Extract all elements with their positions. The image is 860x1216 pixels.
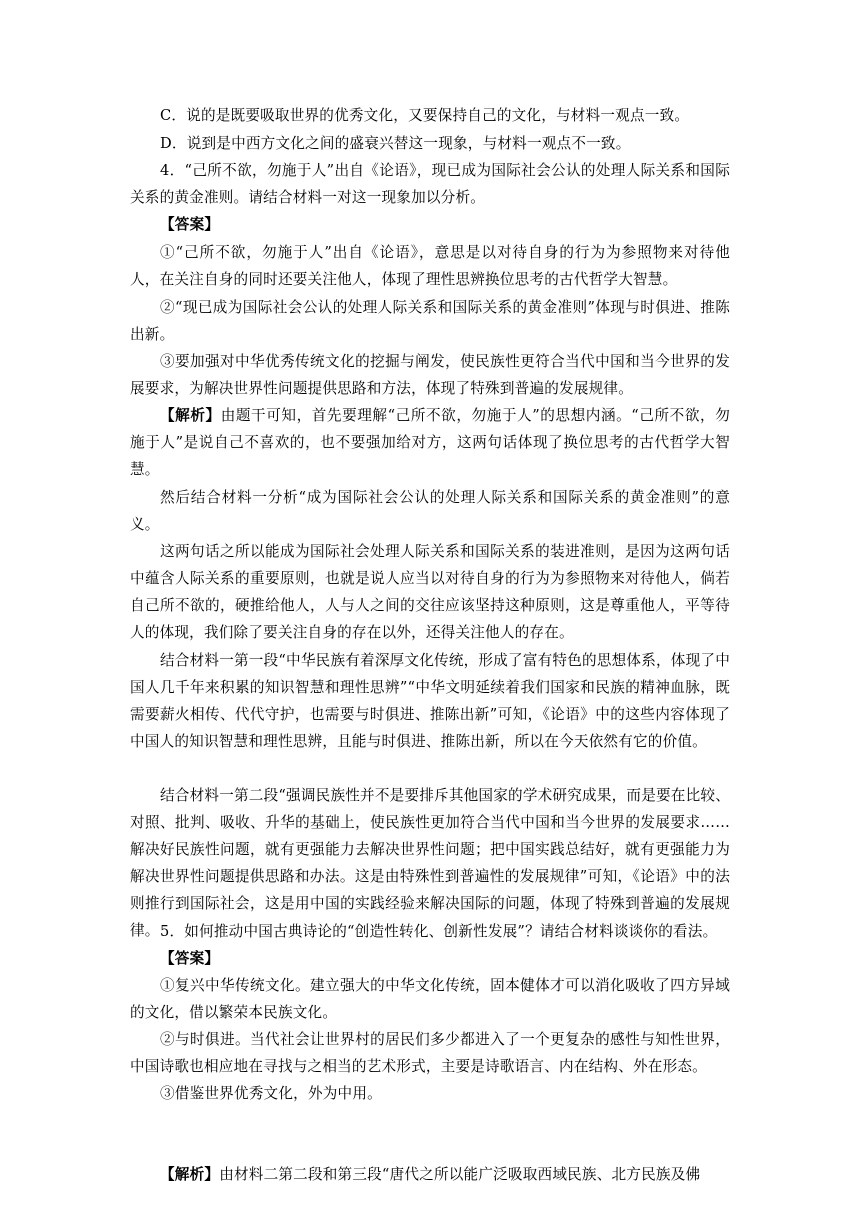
answer-q5-point-3: ③借鉴世界优秀文化，外为中用。 — [160, 1085, 382, 1102]
analysis-q5-text: 由材料二第二段和第三段“唐代之所以能广泛吸取西域民族、北方民族及佛 — [219, 1166, 701, 1183]
answer-q5-point-2: ②与时俱进。当代社会让世界村的居民们多少都进入了一个更复杂的感性与知性世界，中国诗歌也相应地在寻找与之相当的艺术形式，主要是诗歌语言、内在结构、外在形态。 — [130, 1031, 730, 1075]
question-4-text: 4．“己所不欲，勿施于人”出自《论语》，现已成为国际社会公认的处理人际关系和国际关系的黄金准则。请结合材料一对这一现象加以分析。 — [130, 162, 730, 206]
analysis-paragraph-5: 结合材料一第二段“强调民族性并不是要排斥其他国家的学术研究成果，而是要在比较、对照、批判、吸收、升华的基础上，使民族性更加符合当代中国和当今世界的发展要求……解决好民族性问题，就有更强能力去解决世界性问题；把中国实践总结好，就有更强能力为解决世界性问题提供思路和办法。这是由特殊性到普遍性的发展规律”可知，《论语》中的法则推行到国际社会，这是用中国的实践经验来解决国际的问题，体现了特殊到普遍的发展规律。 — [130, 787, 730, 939]
analysis-label: 【解析】 — [160, 407, 221, 424]
answer-point-1: ①“己所不欲，勿施于人”出自《论语》，意思是以对待自身的行为为参照物来对待他人，在关注自身的同时还要关注他人，体现了理性思辨换位思考的古代哲学大智慧。 — [130, 244, 730, 288]
answer-point-3: ③要加强对中华优秀传统文化的挖掘与阐发，使民族性更符合当代中国和当今世界的发展要求，为解决世界性问题提供思路和方法，体现了特殊到普遍的发展规律。 — [130, 353, 730, 397]
analysis-text-1: 由题干可知，首先要理解“己所不欲，勿施于人”的思想内涵。“己所不欲，勿施于人”是说自己不喜欢的，也不要强加给对方，这两句话体现了换位思考的古代哲学大智慧。 — [130, 407, 730, 478]
analysis-paragraph-4: 结合材料一第一段“中华民族有着深厚文化传统，形成了富有特色的思想体系，体现了中国人几千年来积累的知识智慧和理性思辨”“中华文明延续着我们国家和民族的精神血脉，既需要薪火相传、代代守护，也需要与时俱进、推陈出新”可知，《论语》中的这些内容体现了中国人的知识智慧和理性思辨，且能与时俱进、推陈出新，所以在今天依然有它的价值。 — [130, 652, 730, 750]
option-d-text: D．说到是中西方文化之间的盛衰兴替这一现象，与材料一观点不一致。 — [160, 135, 631, 152]
analysis-paragraph-3: 这两句话之所以能成为国际社会处理人际关系和国际关系的装进准则，是因为这两句话中蕴含人际关系的重要原则，也就是说人应当以对待自身的行为为参照物来对待他人，倘若自己所不欲的，硬推给他人，人与人之间的交往应该坚持这种原则，这是尊重他人，平等待人的体现，我们除了要关注自身的存在以外，还得关注他人的存在。 — [130, 543, 730, 641]
answer-label-q5: 【答案】 — [160, 950, 220, 967]
analysis-q5-paragraph — [130, 1161, 730, 1188]
analysis-q5-label: 【解析】 — [160, 1166, 220, 1183]
analysis-paragraph-2: 然后结合材料一分析“成为国际社会公认的处理人际关系和国际关系的黄金准则”的意义。 — [130, 489, 730, 533]
analysis-paragraph-1 — [130, 402, 730, 483]
answer-label-q4: 【答案】 — [160, 216, 220, 233]
answer-q5-point-1: ①复兴中华传统文化。建立强大的中华文化传统，固本健体才可以消化吸收了四方异域的文化，借以繁荣本民族文化。 — [130, 977, 730, 1021]
answer-point-2: ②“现已成为国际社会公认的处理人际关系和国际关系的黄金准则”体现与时俱进、推陈出新。 — [130, 299, 730, 343]
question-5-text: 5．如何推动中国古典诗论的“创造性转化、创新性发展”？请结合材料谈谈你的看法。 — [160, 923, 718, 940]
option-c-text: C．说的是既要吸取世界的优秀文化，又要保持自己的文化，与材料一观点一致。 — [160, 107, 690, 124]
